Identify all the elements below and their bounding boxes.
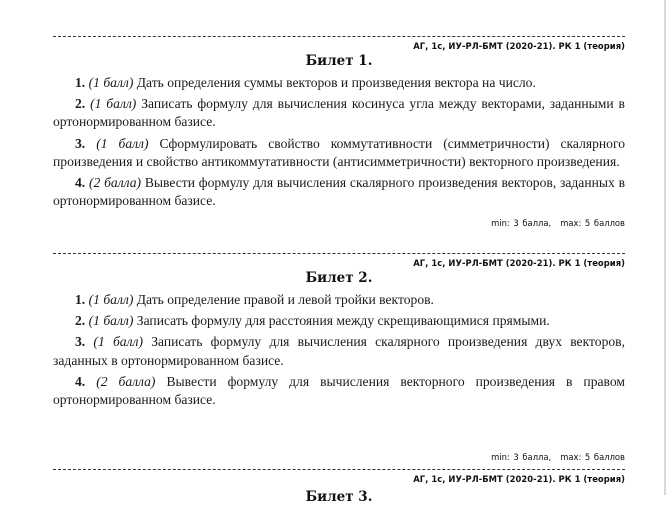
question-points: (1 балл) xyxy=(96,135,149,151)
question-text: Вывести формулу для вычисления векторного произведения в правом ортонормированном базисе. xyxy=(53,373,625,408)
question-points: (2 балла) xyxy=(96,373,156,389)
question-points: (2 балла) xyxy=(88,175,142,191)
score-max: max: 5 баллов xyxy=(560,218,625,229)
ticket-footer xyxy=(53,218,625,228)
ticket-header: АГ, 1с, ИУ-РЛ-БМТ (2020-21). РК 1 (теория) xyxy=(413,258,625,268)
question-text: Дать определение правой и левой тройки векторов. xyxy=(136,292,434,307)
ticket-separator xyxy=(53,36,625,37)
ticket-header: АГ, 1с, ИУ-РЛ-БМТ (2020-21). РК 1 (теория) xyxy=(413,41,625,51)
ticket-1 xyxy=(53,36,625,228)
question-number: 4. xyxy=(75,373,86,389)
question-points: (1 балл) xyxy=(88,313,134,329)
question xyxy=(53,174,625,210)
question-number: 2. xyxy=(75,96,86,112)
question-number: 4. xyxy=(75,175,86,191)
ticket-footer xyxy=(53,452,625,462)
question-points: (1 балл) xyxy=(90,96,137,112)
ticket-header: АГ, 1с, ИУ-РЛ-БМТ (2020-21). РК 1 (теория) xyxy=(413,474,625,484)
ticket-title: Билет 2. xyxy=(305,270,373,286)
question-text: Дать определения суммы векторов и произведения вектора на число. xyxy=(136,75,536,90)
question-text: Записать формулу для вычисления скалярного произведения двух векторов, заданных в ортонормированном базисе. xyxy=(53,334,625,368)
score-max: max: 5 баллов xyxy=(560,452,625,462)
ticket-3 xyxy=(53,469,625,505)
ticket-separator xyxy=(53,253,625,254)
question-number: 3. xyxy=(75,334,86,350)
question-points: (1 балл) xyxy=(93,334,143,350)
question xyxy=(53,135,625,171)
question-points: (1 балл) xyxy=(88,292,134,307)
question-text: Сформулировать свойство коммутативности (симметричности) скалярного произведения и свойство антикоммутативности (антисимметричности) векторного произведения. xyxy=(53,135,626,169)
question-text: Записать формулу для вычисления косинуса угла между векторами, заданными в ортонормированном базисе. xyxy=(53,96,625,130)
question xyxy=(53,333,625,369)
question xyxy=(53,74,625,92)
question xyxy=(53,312,625,330)
ticket-title: Билет 3. xyxy=(305,489,373,505)
question-number: 2. xyxy=(75,313,86,329)
question-number: 3. xyxy=(75,135,86,151)
question-text: Вывести формулу для вычисления скалярного произведения векторов, заданных в ортонормированном базисе. xyxy=(53,175,626,209)
ticket-title: Билет 1. xyxy=(305,53,373,69)
question-points: (1 балл) xyxy=(88,75,134,90)
question-number: 1. xyxy=(75,292,86,307)
question-number: 1. xyxy=(75,75,86,90)
question xyxy=(53,373,625,409)
ticket-2 xyxy=(53,253,625,412)
score-min: min: 3 балла, xyxy=(491,218,552,229)
ticket-separator xyxy=(53,469,625,470)
question xyxy=(53,95,625,131)
question xyxy=(53,291,625,309)
question-text: Записать формулу для расстояния между скрещивающимися прямыми. xyxy=(136,313,550,329)
score-min: min: 3 балла, xyxy=(491,452,552,462)
